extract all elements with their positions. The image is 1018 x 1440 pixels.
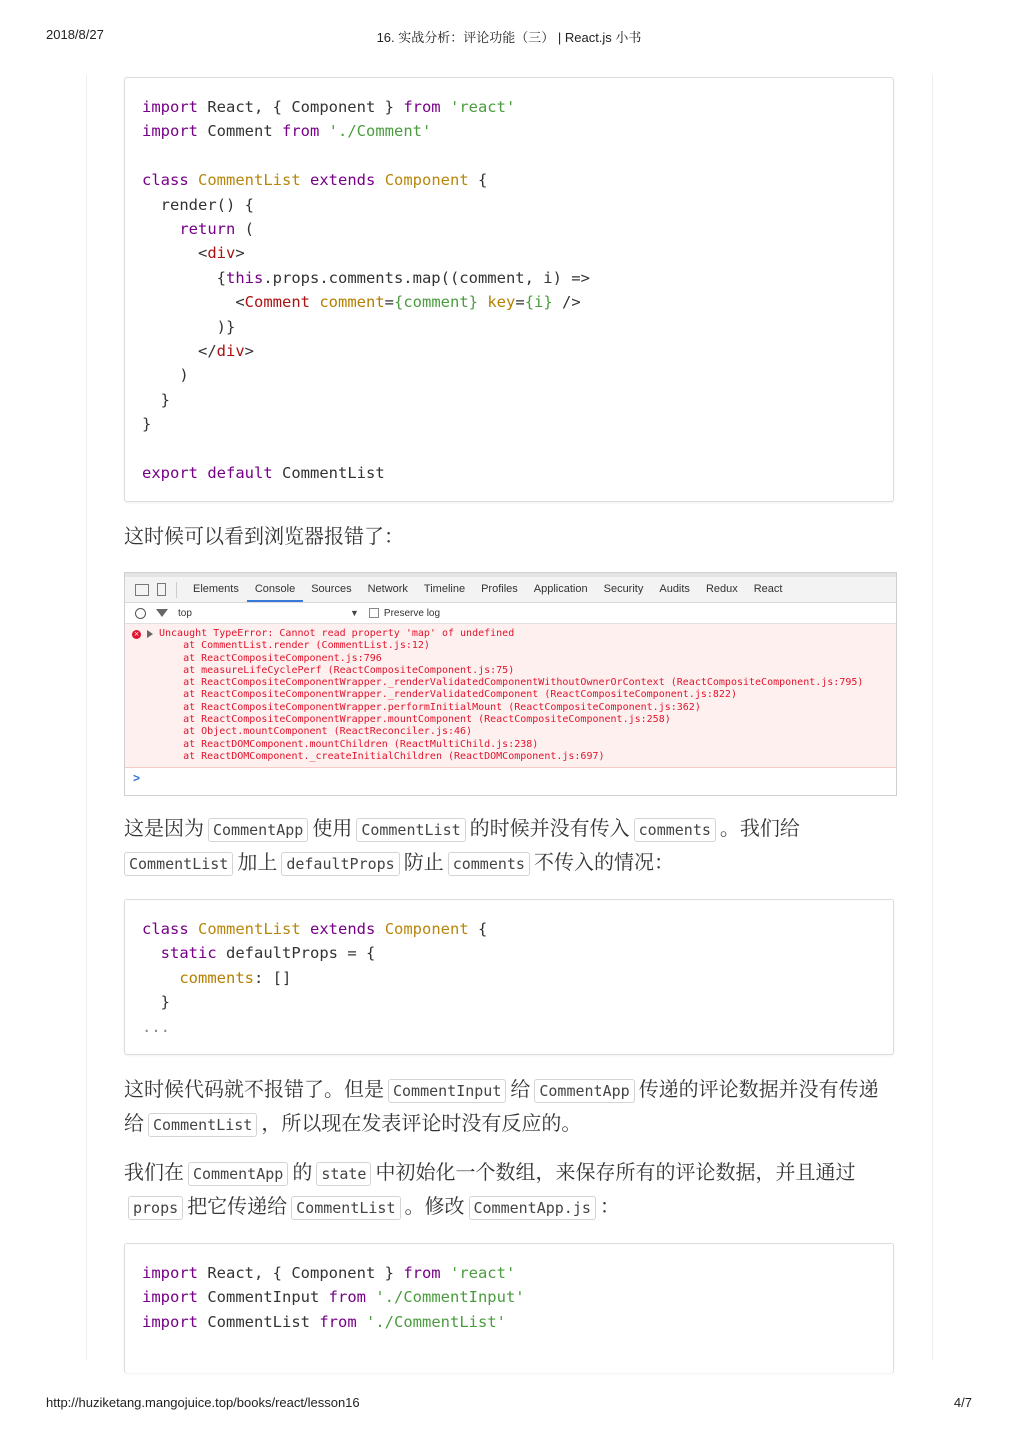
tab-security: Security bbox=[603, 583, 644, 595]
tab-timeline: Timeline bbox=[423, 583, 466, 595]
tab-sources: Sources bbox=[311, 583, 352, 595]
code-line: } bbox=[142, 390, 170, 409]
preserve-log-checkbox bbox=[369, 608, 379, 618]
inline-code: CommentApp bbox=[208, 818, 308, 842]
inline-code: CommentList bbox=[356, 818, 465, 842]
code-line: )} bbox=[142, 317, 236, 336]
inspect-element-icon bbox=[135, 584, 149, 596]
para-text: 这时候代码就不报错了。但是 bbox=[124, 1077, 384, 1101]
code-line: ) bbox=[142, 366, 189, 385]
print-url: http://huziketang.mangojuice.top/books/react/lesson16 bbox=[46, 1395, 360, 1410]
content-right-border bbox=[932, 75, 933, 1360]
stack-line: at Object.mountComponent (ReactReconciler.js:46) bbox=[159, 726, 473, 738]
code-line: import CommentInput from './CommentInput' bbox=[142, 1288, 525, 1307]
error-icon: × bbox=[133, 630, 140, 638]
paragraph-default-props bbox=[124, 812, 884, 880]
code-line bbox=[125, 436, 893, 460]
tab-audits: Audits bbox=[659, 583, 690, 595]
code-line: class CommentList extends Component { bbox=[142, 171, 488, 190]
inline-code: CommentList bbox=[291, 1196, 400, 1220]
para-text: 的时候并没有传入 bbox=[469, 816, 630, 840]
para-text: 。修改 bbox=[404, 1194, 465, 1218]
para-text: 防止 bbox=[403, 850, 444, 874]
code-line: static defaultProps = { bbox=[160, 944, 376, 963]
print-title: 16. 实战分析：评论功能（三） | React.js 小书 bbox=[376, 30, 642, 45]
tab-elements: Elements bbox=[193, 583, 239, 595]
inline-code: comments bbox=[634, 818, 716, 842]
code-block-comment-app bbox=[124, 1243, 894, 1373]
code-block-comment-list bbox=[124, 77, 894, 502]
tab-application: Application bbox=[533, 583, 588, 595]
paragraph-browser-error: 这时候可以看到浏览器报错了： bbox=[124, 524, 404, 548]
code-line: ... bbox=[142, 1017, 170, 1036]
para-text: 使用 bbox=[312, 816, 353, 840]
inline-code: state bbox=[316, 1162, 371, 1186]
dropdown-arrow-icon: ▼ bbox=[350, 608, 359, 618]
para-text: 给 bbox=[510, 1077, 531, 1101]
tab-console: Console bbox=[247, 577, 303, 602]
para-text: 。我们给 bbox=[719, 816, 800, 840]
stack-line: at ReactCompositeComponentWrapper._renderValidatedComponentWithoutOwnerOrContext (ReactCompositeComponent.js:795) bbox=[159, 677, 864, 689]
tab-react: React bbox=[753, 583, 783, 595]
code-line: render() { bbox=[142, 195, 254, 214]
para-text: 中初始化一个数组，来保存所有的评论数据，并且通过 bbox=[375, 1160, 856, 1184]
code-line: import CommentList from './CommentList' bbox=[142, 1312, 506, 1331]
inline-code: CommentApp.js bbox=[469, 1196, 596, 1220]
code-line: } bbox=[142, 993, 170, 1012]
error-line: Uncaught TypeError: Cannot read property 'map' of undefined bbox=[159, 628, 515, 639]
para-text: 我们在 bbox=[124, 1160, 184, 1184]
stack-line: at ReactDOMComponent.mountChildren (ReactMultiChild.js:238) bbox=[159, 738, 539, 750]
stack-line: at ReactCompositeComponent.js:796 bbox=[159, 652, 382, 664]
code-line: import Comment from './Comment' bbox=[142, 122, 432, 141]
inline-code: CommentApp bbox=[534, 1079, 634, 1103]
inline-code: comments bbox=[448, 852, 530, 876]
devtools-console-screenshot bbox=[124, 572, 897, 796]
code-line: import React, { Component } from 'react' bbox=[142, 1264, 516, 1282]
print-date: 2018/8/27 bbox=[46, 27, 104, 42]
code-line bbox=[125, 144, 893, 168]
para-text: 传递的评论数据并没有传递给 bbox=[124, 1077, 879, 1135]
inline-code: CommentApp bbox=[188, 1162, 288, 1186]
inline-code: CommentInput bbox=[388, 1079, 506, 1103]
toolbar-divider bbox=[176, 582, 177, 598]
code-line: return ( bbox=[179, 219, 254, 238]
code-line: comments: [] bbox=[179, 968, 292, 987]
para-text: 的 bbox=[292, 1160, 313, 1184]
device-toolbar-icon bbox=[157, 583, 166, 596]
paragraph-init-state bbox=[124, 1156, 884, 1224]
console-filter-bar bbox=[125, 603, 896, 624]
expand-triangle-icon bbox=[147, 630, 153, 638]
code-line: } bbox=[142, 415, 152, 434]
console-prompt: > bbox=[133, 771, 141, 785]
code-line: {this.props.comments.map((comment, i) => bbox=[142, 268, 590, 287]
stack-line: at measureLifeCyclePerf (ReactCompositeComponent.js:75) bbox=[159, 664, 515, 676]
code-line: <div> bbox=[142, 244, 245, 263]
stack-line: at CommentList.render (CommentList.js:12) bbox=[159, 640, 430, 652]
code-line: </div> bbox=[142, 341, 254, 360]
tab-network: Network bbox=[367, 583, 408, 595]
code-line: <Comment comment={comment} key={i} /> bbox=[142, 293, 581, 312]
stack-line: at ReactDOMComponent._createInitialChildren (ReactDOMComponent.js:697) bbox=[159, 750, 605, 762]
para-text: 把它传递给 bbox=[187, 1194, 288, 1218]
stack-line: at ReactCompositeComponentWrapper.performInitialMount (ReactCompositeComponent.js:362) bbox=[159, 701, 701, 713]
devtools-tab-bar bbox=[125, 573, 896, 603]
inline-code: defaultProps bbox=[281, 852, 399, 876]
para-text: 加上 bbox=[237, 850, 278, 874]
code-block-default-props bbox=[124, 899, 894, 1055]
inline-code: CommentList bbox=[124, 852, 233, 876]
preserve-log-label: Preserve log bbox=[383, 607, 441, 619]
code-line: import React, { Component } from 'react' bbox=[142, 98, 516, 116]
tab-redux: Redux bbox=[705, 583, 738, 595]
stack-line: at ReactCompositeComponentWrapper._renderValidatedComponent (ReactCompositeComponent.js:822) bbox=[159, 689, 737, 701]
para-text: 不传入的情况： bbox=[533, 850, 674, 874]
paragraph-no-error bbox=[124, 1073, 884, 1141]
para-text: 这是因为 bbox=[124, 816, 204, 840]
content-left-border bbox=[86, 75, 87, 1360]
para-text: ，所以现在发表评论时没有反应的。 bbox=[261, 1111, 582, 1135]
context-selector: top bbox=[178, 607, 192, 619]
page-number: 4/7 bbox=[953, 1395, 972, 1410]
para-text: ： bbox=[599, 1194, 620, 1218]
print-footer bbox=[0, 1395, 1018, 1415]
code-line: class CommentList extends Component { bbox=[142, 920, 488, 938]
inline-code: props bbox=[128, 1196, 183, 1220]
tab-profiles: Profiles bbox=[481, 583, 518, 595]
filter-icon bbox=[156, 609, 168, 617]
print-header bbox=[0, 27, 1018, 47]
inline-code: CommentList bbox=[148, 1113, 257, 1137]
stack-line: at ReactCompositeComponentWrapper.mountComponent (ReactCompositeComponent.js:258) bbox=[159, 714, 671, 726]
code-line: export default CommentList bbox=[142, 463, 385, 482]
clear-console-icon bbox=[135, 608, 146, 619]
console-error-message bbox=[125, 624, 896, 768]
